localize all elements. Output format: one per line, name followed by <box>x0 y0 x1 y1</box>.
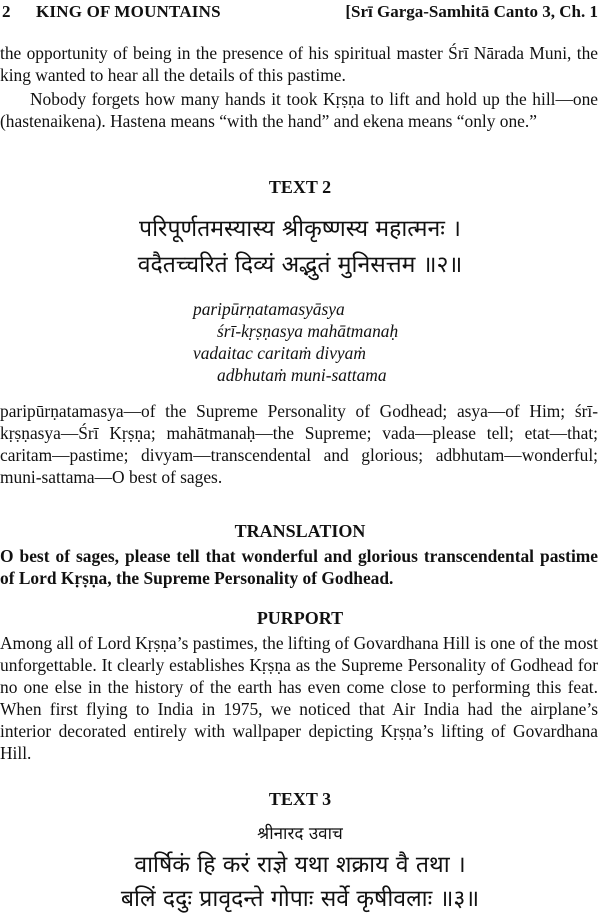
intro-paragraph-1: the opportunity of being in the presence of his spiritual master Śrī Nārada Muni, the king wanted to hear all the details of this pastime. <box>0 43 598 85</box>
intro-paragraph-2: Nobody forgets how many hands it took Kṛṣṇa to lift and hold up the hill—one (hastenaikena). Hastena means “with the hand” and ekena means “only one.” <box>0 89 598 131</box>
book-title: KING OF MOUNTAINS <box>36 2 221 21</box>
text-2-transliteration <box>193 298 593 386</box>
transliteration-line-3: vadaitac caritaṁ divyaṁ <box>193 343 366 363</box>
text-3-speaker: श्रीनारद उवाच <box>257 824 343 844</box>
transliteration-line-4: adbhutaṁ muni-sattama <box>217 365 387 385</box>
text-2-synonyms: paripūrṇatamasya—of the Supreme Personality of Godhead; asya—of Him; śrī-kṛṣṇasya—Śrī Kṛṣṇa; mahātmanaḥ—the Supreme; vada—please tell; etat—that; caritam—pastime; divyam—transcendental and glorious; adbhutam—wonderful; muni-sattama—O best of sages. <box>0 401 598 487</box>
translation-text: O best of sages, please tell that wonderful and glorious transcendental pastime of Lord Kṛṣṇa, the Supreme Personality of Godhead. <box>0 546 598 588</box>
canto-reference: [Srī Garga-Samhitā Canto 3, Ch. 1 <box>345 2 598 21</box>
purport-heading: PURPORT <box>256 608 344 628</box>
text-3-devanagari-line-2: बलिं ददुः प्रावृदन्ते गोपाः सर्वे कृषीवलाः ॥३॥ <box>120 886 480 912</box>
transliteration-line-2: śrī-kṛṣṇasya mahātmanaḥ <box>217 321 399 341</box>
text-3-heading: TEXT 3 <box>268 789 332 809</box>
translation-heading: TRANSLATION <box>234 521 366 541</box>
purport-text: Among all of Lord Kṛṣṇa’s pastimes, the lifting of Govardhana Hill is one of the most unforgettable. It clearly establishes Kṛṣṇa as the Supreme Personality of Godhead for no one else in the history of the earth has even come close to performing this feat. When first flying to India in 1975, we noticed that Air India had the airplane’s interior decorated entirely with wallpaper depicting Kṛṣṇa’s lifting of Govardhana Hill. <box>0 633 598 763</box>
text-2-devanagari-line-2: वदैतच्चरितं दिव्यं अद्भुतं मुनिसत्तम ॥२॥ <box>137 252 463 278</box>
text-3-devanagari-line-1: वार्षिकं हि करं राज्ञे यथा शक्राय वै तथा । <box>134 852 466 878</box>
text-2-devanagari-line-1: परिपूर्णतमस्यास्य श्रीकृष्णस्य महात्मनः । <box>139 216 461 242</box>
text-2-heading: TEXT 2 <box>268 177 332 197</box>
transliteration-line-1: paripūrṇatamasyāsya <box>193 299 345 319</box>
running-header <box>0 0 600 26</box>
page-number: 2 <box>2 2 11 21</box>
